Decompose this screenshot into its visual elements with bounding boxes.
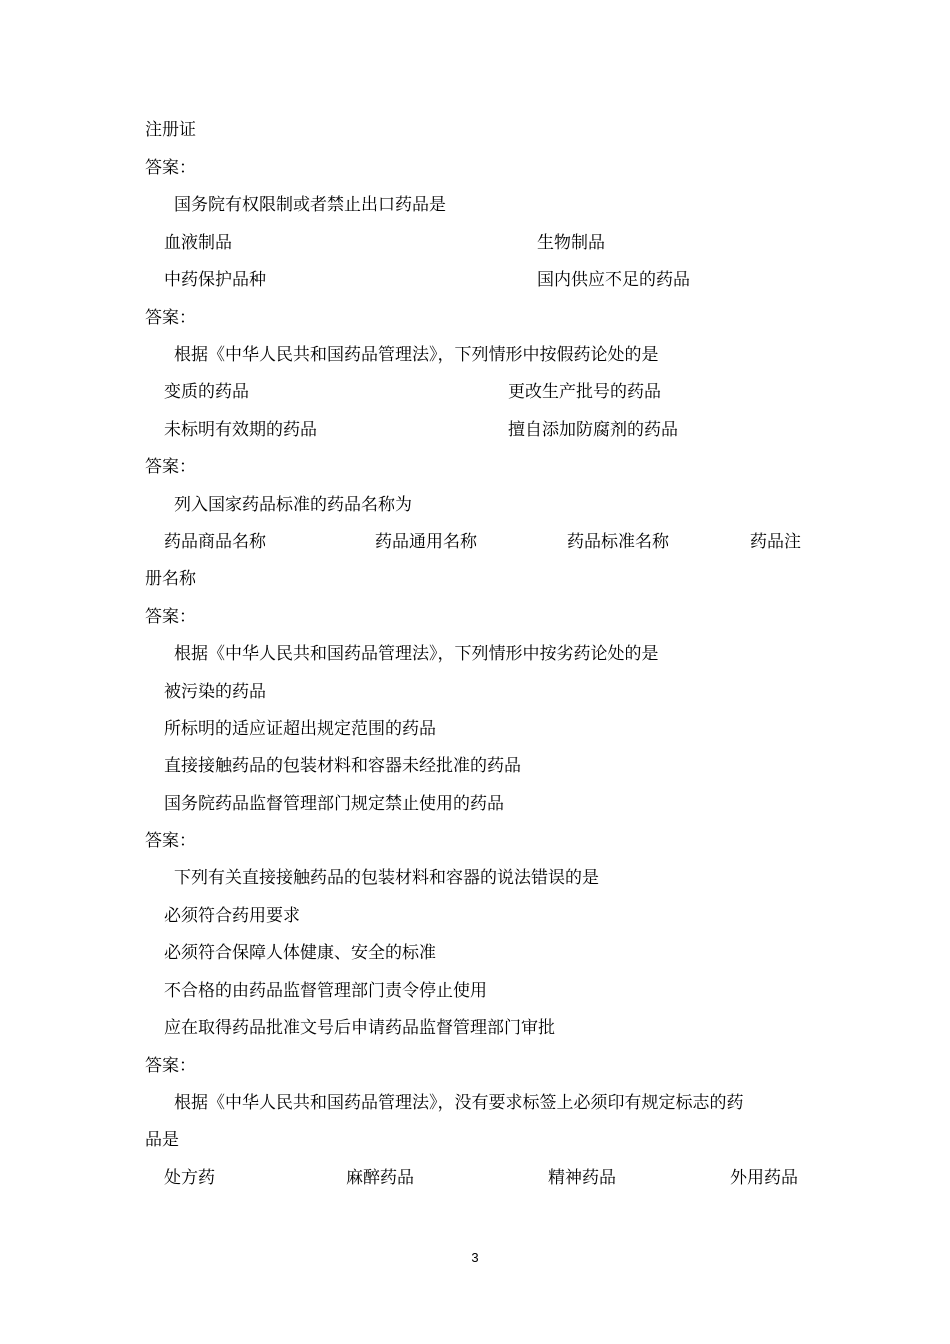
option: 中药保护品种 [164,270,266,290]
option: 国内供应不足的药品 [537,270,690,290]
option: 更改生产批号的药品 [508,382,661,402]
answer-label: 答案： [145,607,196,627]
option: 不合格的由药品监督管理部门责令停止使用 [164,981,487,1001]
option: 必须符合药用要求 [164,906,300,926]
option: 未标明有效期的药品 [164,420,317,440]
text-line: 注册证 [145,120,196,140]
question-6-continuation: 品是 [145,1130,179,1150]
question-6-options-row [164,1160,844,1197]
answer-label: 答案： [145,1056,196,1076]
option: 所标明的适应证超出规定范围的药品 [164,719,436,739]
question-1-options-row-1 [164,225,844,262]
option: 必须符合保障人体健康、安全的标准 [164,943,436,963]
option: 药品标准名称 [567,532,669,552]
question-3: 列入国家药品标准的药品名称为 [174,495,412,515]
question-1-options-row-2 [164,262,844,299]
option: 药品通用名称 [375,532,477,552]
option: 处方药 [164,1168,215,1188]
option: 血液制品 [164,233,232,253]
question-2: 根据《中华人民共和国药品管理法》，下列情形中按假药论处的是 [174,345,659,365]
option: 应在取得药品批准文号后申请药品监督管理部门审批 [164,1018,555,1038]
option-continuation: 册名称 [145,569,196,589]
option: 精神药品 [548,1168,616,1188]
question-5: 下列有关直接接触药品的包装材料和容器的说法错误的是 [174,868,599,888]
option: 药品注 [750,532,801,552]
question-2-options-row-1 [164,374,844,411]
question-6: 根据《中华人民共和国药品管理法》，没有要求标签上必须印有规定标志的药 [174,1093,744,1113]
answer-label: 答案： [145,457,196,477]
question-3-options-row [164,524,844,561]
answer-label: 答案： [145,308,196,328]
question-4: 根据《中华人民共和国药品管理法》，下列情形中按劣药论处的是 [174,644,659,664]
option: 被污染的药品 [164,682,266,702]
answer-label: 答案： [145,158,196,178]
answer-label: 答案： [145,831,196,851]
question-1: 国务院有权限制或者禁止出口药品是 [174,195,446,215]
option: 生物制品 [537,233,605,253]
page-number: 3 [471,1250,479,1265]
option: 变质的药品 [164,382,249,402]
option: 擅自添加防腐剂的药品 [508,420,678,440]
option: 药品商品名称 [164,532,266,552]
option: 国务院药品监督管理部门规定禁止使用的药品 [164,794,504,814]
option: 麻醉药品 [346,1168,414,1188]
option: 直接接触药品的包装材料和容器未经批准的药品 [164,756,521,776]
option: 外用药品 [730,1168,798,1188]
question-2-options-row-2 [164,412,844,449]
